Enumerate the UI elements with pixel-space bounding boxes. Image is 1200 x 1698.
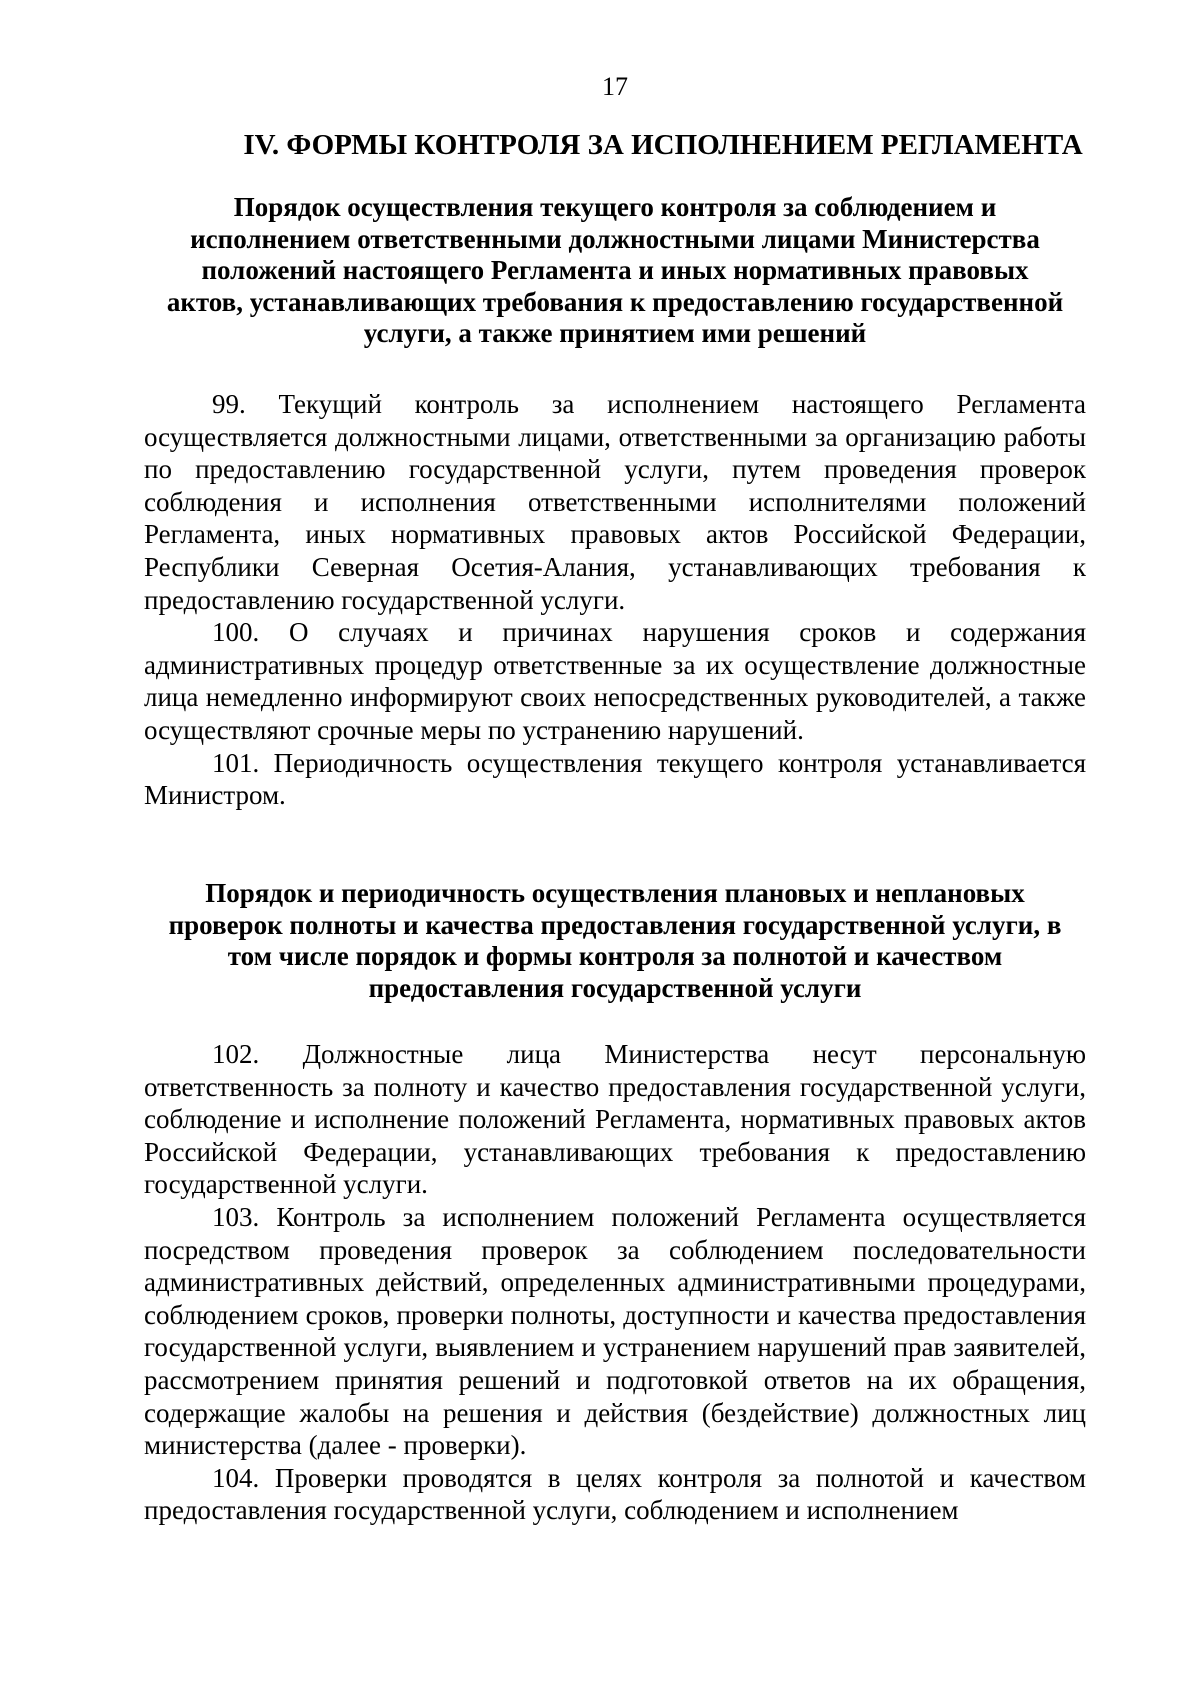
paragraph-99: 99. Текущий контроль за исполнением настоящего Регламента осуществляется должностными лицами, ответственными за организацию работы по предоставлению государственной услуги, путем проведения проверок соблюдения и исполнения ответственными исполнителями положений Регламента, иных нормативных правовых актов Российской Федерации, Республики Северная Осетия-Алания, устанавливающих требования к предоставлению государственной услуги.	[144, 389, 1086, 615]
document-page	[144, 0, 1086, 1698]
section-heading-current-control	[144, 192, 1086, 350]
heading-line: предоставления государственной услуги	[368, 972, 862, 1003]
heading-line: Порядок и периодичность осуществления плановых и неплановых	[205, 878, 1025, 908]
chapter-title: IV. ФОРМЫ КОНТРОЛЯ ЗА ИСПОЛНЕНИЕМ РЕГЛАМЕНТА	[243, 129, 1083, 161]
section-body-planned-inspections	[144, 1038, 1086, 1527]
paragraph-103: 103. Контроль за исполнением положений Регламента осуществляется посредством проведения проверок за соблюдением последовательности административных действий, определенных административными процедурами, соблюдением сроков, проверки полноты, доступности и качества предоставления государственной услуги, выявлением и устранением нарушений прав заявителей, рассмотрением принятия решений и подготовкой ответов на их обращения, содержащие жалобы на решения и действия (бездействие) должностных лиц министерства (далее - проверки).	[144, 1201, 1086, 1461]
paragraph-102: 102. Должностные лица Министерства несут персональную ответственность за полноту и качество предоставления государственной услуги, соблюдение и исполнение положений Регламента, нормативных правовых актов Российской Федерации, устанавливающих требования к предоставлению государственной услуги.	[144, 1039, 1086, 1200]
section-heading-planned-inspections	[144, 878, 1086, 1004]
paragraph-101: 101. Периодичность осуществления текущего контроля устанавливается Министром.	[144, 747, 1086, 811]
heading-line: проверок полноты и качества предоставления государственной услуги, в	[168, 909, 1062, 940]
heading-line: положений настоящего Регламента и иных нормативных правовых	[201, 255, 1029, 285]
heading-line: актов, устанавливающих требования к предоставлению государственной	[166, 286, 1064, 317]
heading-line: том числе порядок и формы контроля за полнотой и качеством	[227, 941, 1003, 971]
paragraph-104: 104. Проверки проводятся в целях контроля за полнотой и качеством предоставления государственной услуги, соблюдением и исполнением	[144, 1462, 1086, 1526]
section-body-current-control	[144, 388, 1086, 812]
page-number: 17	[602, 72, 628, 101]
paragraph-100: 100. О случаях и причинах нарушения сроков и содержания административных процедур ответственные за их осуществление должностные лица немедленно информируют своих непосредственных руководителей, а также осуществляют срочные меры по устранению нарушений.	[144, 617, 1086, 745]
heading-line: исполнением ответственными должностными лицами Министерства	[190, 223, 1040, 254]
heading-line: услуги, а также принятием ими решений	[363, 318, 867, 348]
heading-line: Порядок осуществления текущего контроля за соблюдением и	[233, 192, 997, 222]
